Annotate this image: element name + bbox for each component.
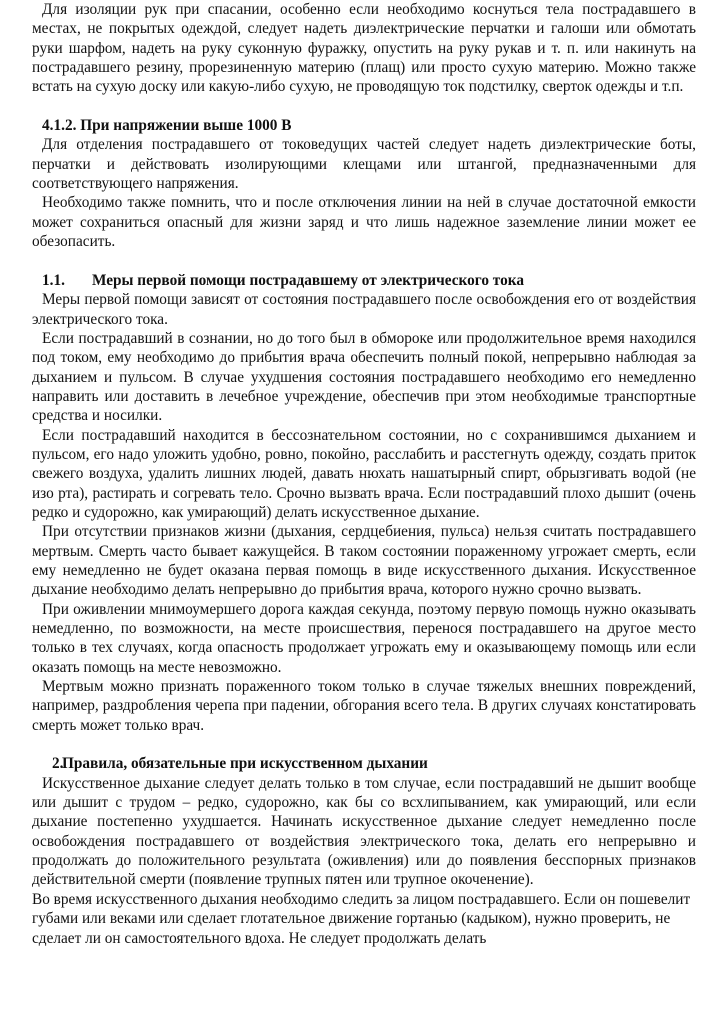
paragraph-declaring-death: Мертвым можно признать пораженного током только в случае тяжелых внешних повреждений, например, раздробления черепа при падении, обгорания всего тела. В других случаях констатировать смерть может только врач.: [32, 678, 696, 734]
spacer: [32, 735, 696, 754]
paragraph-conscious-victim: Если пострадавший в сознании, но до того был в обмороке или продолжительное время находился под током, ему необходимо до прибытия врача обеспечить полный покой, непрерывно наблюдая за дыханием и пульсом. В случае ухудшения состояния пострадавшего необходимо его немедленно направить или доставить в лечебное учреждение, обеспечив при этом необходимые транспортные средства и носилки.: [32, 329, 696, 425]
paragraph-separation-high-voltage: Для отделения пострадавшего от токоведущих частей следует надеть диэлектрические боты, перчатки и действовать изолирующими клещами или штангой, предназначенными для соответствующего напряжения.: [32, 136, 696, 193]
paragraph-when-to-breathe: Искусственное дыхание следует делать только в том случае, если пострадавший не дышит вообще или дышит с трудом – редко, судорожно, как бы со всхлипыванием, как умирающий, или если дыхание постепенно ухудшается. Начинать искусственное дыхание следует немедленно после освобождения пострадавшего от воздействия электрического тока, делать его непрерывно и продолжать до положительного результата (оживления) или до появления бесспорных признаков действительной смерти (появление трупных пятен или трупное окоченение).: [32, 774, 696, 889]
spacer: [32, 97, 696, 116]
paragraph-first-aid-depends: Меры первой помощи зависят от состояния пострадавшего после освобождения его от воздействия электрического тока.: [32, 291, 696, 328]
section-heading-1-1: [32, 271, 696, 290]
paragraph-every-second-counts: При оживлении мнимоумершего дорога каждая секунда, поэтому первую помощь нужно оказывать немедленно, по возможности, на месте происшествия, перенося пострадавшего на другое место только в тех случаях, когда опасность продолжает угрожать ему и оказывающему помощь или если оказать помощь на месте невозможно.: [32, 600, 696, 676]
section-title: Правила, обязательные при искусственном дыхании: [62, 755, 428, 773]
paragraph-residual-charge: Необходимо также помнить, что и после отключения линии на ней в случае достаточной емкости может сохраниться опасный для жизни заряд и что лишь надежное заземление линии может ее обезопасить.: [32, 194, 696, 251]
spacer: [32, 251, 696, 270]
section-title: Меры первой помощи пострадавшему от электрического тока: [92, 271, 525, 289]
section-heading-2: [32, 754, 696, 773]
section-number: 2.: [52, 755, 64, 773]
paragraph-no-signs-of-life: При отсутствии признаков жизни (дыхания, сердцебиения, пульса) нельзя считать пострадавшего мертвым. Смерть часто бывает кажущейся. В таком состоянии пораженному угрожает смерть, если ему немедленно не будет оказана первая помощь в виде искусственного дыхания. Искусственное дыхание необходимо делать непрерывно до прибытия врача, которого нужно срочно вызвать.: [32, 523, 696, 599]
section-heading-4-1-2: 4.1.2. При напряжении выше 1000 В: [42, 117, 292, 135]
section-number: 1.1.: [42, 271, 65, 289]
paragraph-unconscious-victim: Если пострадавший находится в бессознательном состоянии, но с сохранившимся дыханием и пульсом, его надо уложить удобно, ровно, покойно, расслабить и расстегнуть одежду, создать приток свежего воздуха, удалить лишних людей, давать нюхать нашатырный спирт, обрызгивать водой (не изо рта), растирать и согревать тело. Срочно вызвать врача. Если пострадавший плохо дышит (очень редко и судорожно, как умирающий) делать искусственное дыхание.: [32, 426, 696, 521]
paragraph-watch-face: Во время искусственного дыхания необходимо следить за лицом пострадавшего. Если он пошевелит губами или веками или сделает глотательное движение гортанью (кадыком), нужно проверить, не сделает ли он самостоятельного вдоха. Не следует продолжать делать: [32, 890, 691, 947]
paragraph-hand-insulation: Для изоляции рук при спасании, особенно если необходимо коснуться тела пострадавшего в местах, не покрытых одеждой, следует надеть диэлектрические перчатки и галоши или обмотать руки шарфом, надеть на руку суконную фуражку, опустить на руку рукав и т. п. или накинуть на пострадавшего резину, прорезиненную материю (плащ) или просто сухую материю. Можно также встать на сухую доску или какую-либо сухую, не проводящую ток подстилку, сверток одежды и т.п.: [32, 1, 696, 96]
